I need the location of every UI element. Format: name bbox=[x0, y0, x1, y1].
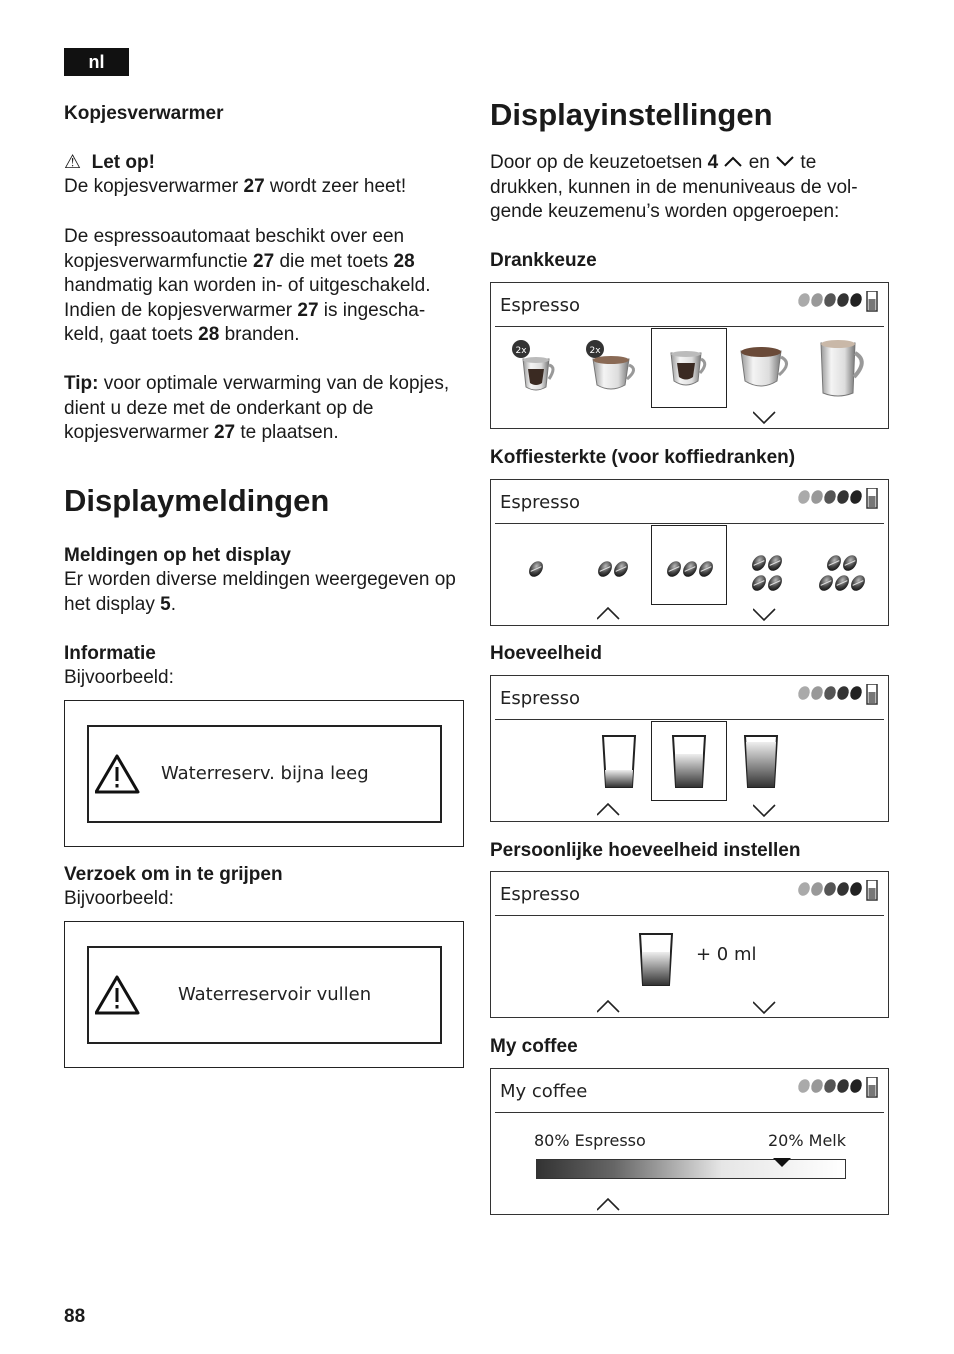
status-strength-icon bbox=[796, 684, 878, 706]
messages-section: Meldingen op het display Er worden diverse meldingen weergegeven op het display 5. bbox=[64, 545, 456, 615]
coffee-cup-icon[interactable] bbox=[737, 341, 795, 397]
displaysettings-title: Displayinstellingen bbox=[490, 97, 773, 132]
strength-4-beans-icon[interactable] bbox=[747, 552, 787, 596]
up-arrow[interactable] bbox=[597, 607, 621, 621]
drink-selection-display bbox=[490, 282, 889, 429]
personal-amount-display bbox=[490, 871, 889, 1018]
small-glass-icon[interactable] bbox=[601, 734, 637, 790]
display-title: Espresso bbox=[500, 688, 581, 709]
display-divider bbox=[495, 326, 884, 327]
personal-amount-heading: Persoonlijke hoeveelheid instellen bbox=[490, 840, 801, 861]
info-message-display bbox=[87, 725, 442, 823]
espresso-ratio-label: 80% Espresso bbox=[534, 1131, 646, 1150]
up-arrow[interactable] bbox=[597, 1000, 621, 1014]
glass-icon bbox=[638, 932, 674, 988]
double-espresso-cup-icon[interactable] bbox=[509, 337, 561, 397]
display-title: My coffee bbox=[500, 1081, 588, 1102]
chevron-down-icon bbox=[775, 154, 795, 168]
amount-display bbox=[490, 675, 889, 822]
mycoffee-display bbox=[490, 1068, 889, 1215]
info-section: Informatie Bijvoorbeeld: bbox=[64, 643, 174, 688]
strength-5-beans-icon[interactable] bbox=[815, 552, 869, 596]
tip-paragraph: Tip: voor optimale verwarming van de kopjes, dient u deze met de onderkant op de kopjesverwarmer 27 te plaatsen. bbox=[64, 373, 450, 444]
mycoffee-heading: My coffee bbox=[490, 1036, 578, 1057]
display-title: Espresso bbox=[500, 884, 581, 905]
status-strength-icon bbox=[796, 488, 878, 510]
amount-heading: Hoeveelheid bbox=[490, 643, 602, 664]
ratio-slider[interactable] bbox=[536, 1159, 846, 1179]
strength-1-bean-icon[interactable] bbox=[521, 556, 551, 582]
display-divider bbox=[495, 719, 884, 720]
large-glass-icon[interactable] bbox=[743, 734, 779, 790]
caution-icon: ⚠ bbox=[64, 152, 82, 173]
display-title: Espresso bbox=[500, 295, 581, 316]
displaysettings-intro: Door op de keuzetoetsen 4 en te drukken, kunnen in de menuniveaus de vol-gende keuzemenu’s worden opgeroepen: bbox=[490, 152, 858, 223]
milk-ratio-label: 20% Melk bbox=[767, 1131, 846, 1150]
down-arrow[interactable] bbox=[753, 608, 777, 622]
cupwarmer-heading: Kopjesverwarmer bbox=[64, 103, 224, 124]
displaymessages-title: Displaymeldingen bbox=[64, 483, 330, 518]
status-strength-icon bbox=[796, 1077, 878, 1099]
down-arrow[interactable] bbox=[753, 411, 777, 425]
display-title: Espresso bbox=[500, 492, 581, 513]
status-strength-icon bbox=[796, 880, 878, 902]
action-message-text: Waterreservoir vullen bbox=[178, 984, 372, 1005]
svg-text:2x: 2x bbox=[515, 346, 527, 356]
strength-2-beans-icon[interactable] bbox=[593, 556, 633, 582]
page-number: 88 bbox=[64, 1306, 86, 1327]
amount-value: + 0 ml bbox=[696, 944, 757, 965]
double-coffee-cup-icon[interactable] bbox=[583, 337, 641, 397]
info-message-text: Waterreserv. bijna leeg bbox=[161, 763, 369, 784]
status-strength-icon bbox=[796, 291, 878, 313]
action-section: Verzoek om in te grijpen Bijvoorbeeld: bbox=[64, 864, 283, 909]
up-arrow[interactable] bbox=[597, 1198, 621, 1212]
medium-glass-icon[interactable] bbox=[671, 734, 707, 790]
display-divider bbox=[495, 523, 884, 524]
info-message-frame bbox=[64, 700, 464, 847]
up-arrow[interactable] bbox=[597, 803, 621, 817]
warning-icon bbox=[95, 975, 141, 1015]
cupwarmer-paragraph: De espressoautomaat beschikt over een kopjesverwarmfunctie 27 die met toets 28 handmatig kan worden in- of uitgeschakeld. Indien de kopjesverwarmer 27 is ingescha-keld, gaat toets 28 branden. bbox=[64, 226, 431, 346]
action-message-display bbox=[87, 946, 442, 1044]
espresso-cup-icon[interactable] bbox=[663, 345, 713, 395]
large-coffee-mug-icon[interactable] bbox=[817, 335, 869, 401]
strength-display bbox=[490, 479, 889, 626]
display-divider bbox=[495, 915, 884, 916]
down-arrow[interactable] bbox=[753, 804, 777, 818]
warning-icon bbox=[95, 754, 141, 794]
ratio-slider-marker[interactable] bbox=[772, 1158, 792, 1168]
strength-3-beans-icon[interactable] bbox=[663, 556, 717, 582]
caution-block: ⚠ Let op! De kopjesverwarmer 27 wordt zeer heet! bbox=[64, 152, 407, 197]
language-tag: nl bbox=[64, 48, 129, 76]
strength-heading: Koffiesterkte (voor koffiedranken) bbox=[490, 447, 796, 468]
down-arrow[interactable] bbox=[753, 1001, 777, 1015]
action-message-frame bbox=[64, 921, 464, 1068]
display-divider bbox=[495, 1112, 884, 1113]
svg-text:2x: 2x bbox=[589, 346, 601, 356]
drink-selection-heading: Drankkeuze bbox=[490, 250, 597, 271]
chevron-up-icon bbox=[723, 154, 743, 168]
